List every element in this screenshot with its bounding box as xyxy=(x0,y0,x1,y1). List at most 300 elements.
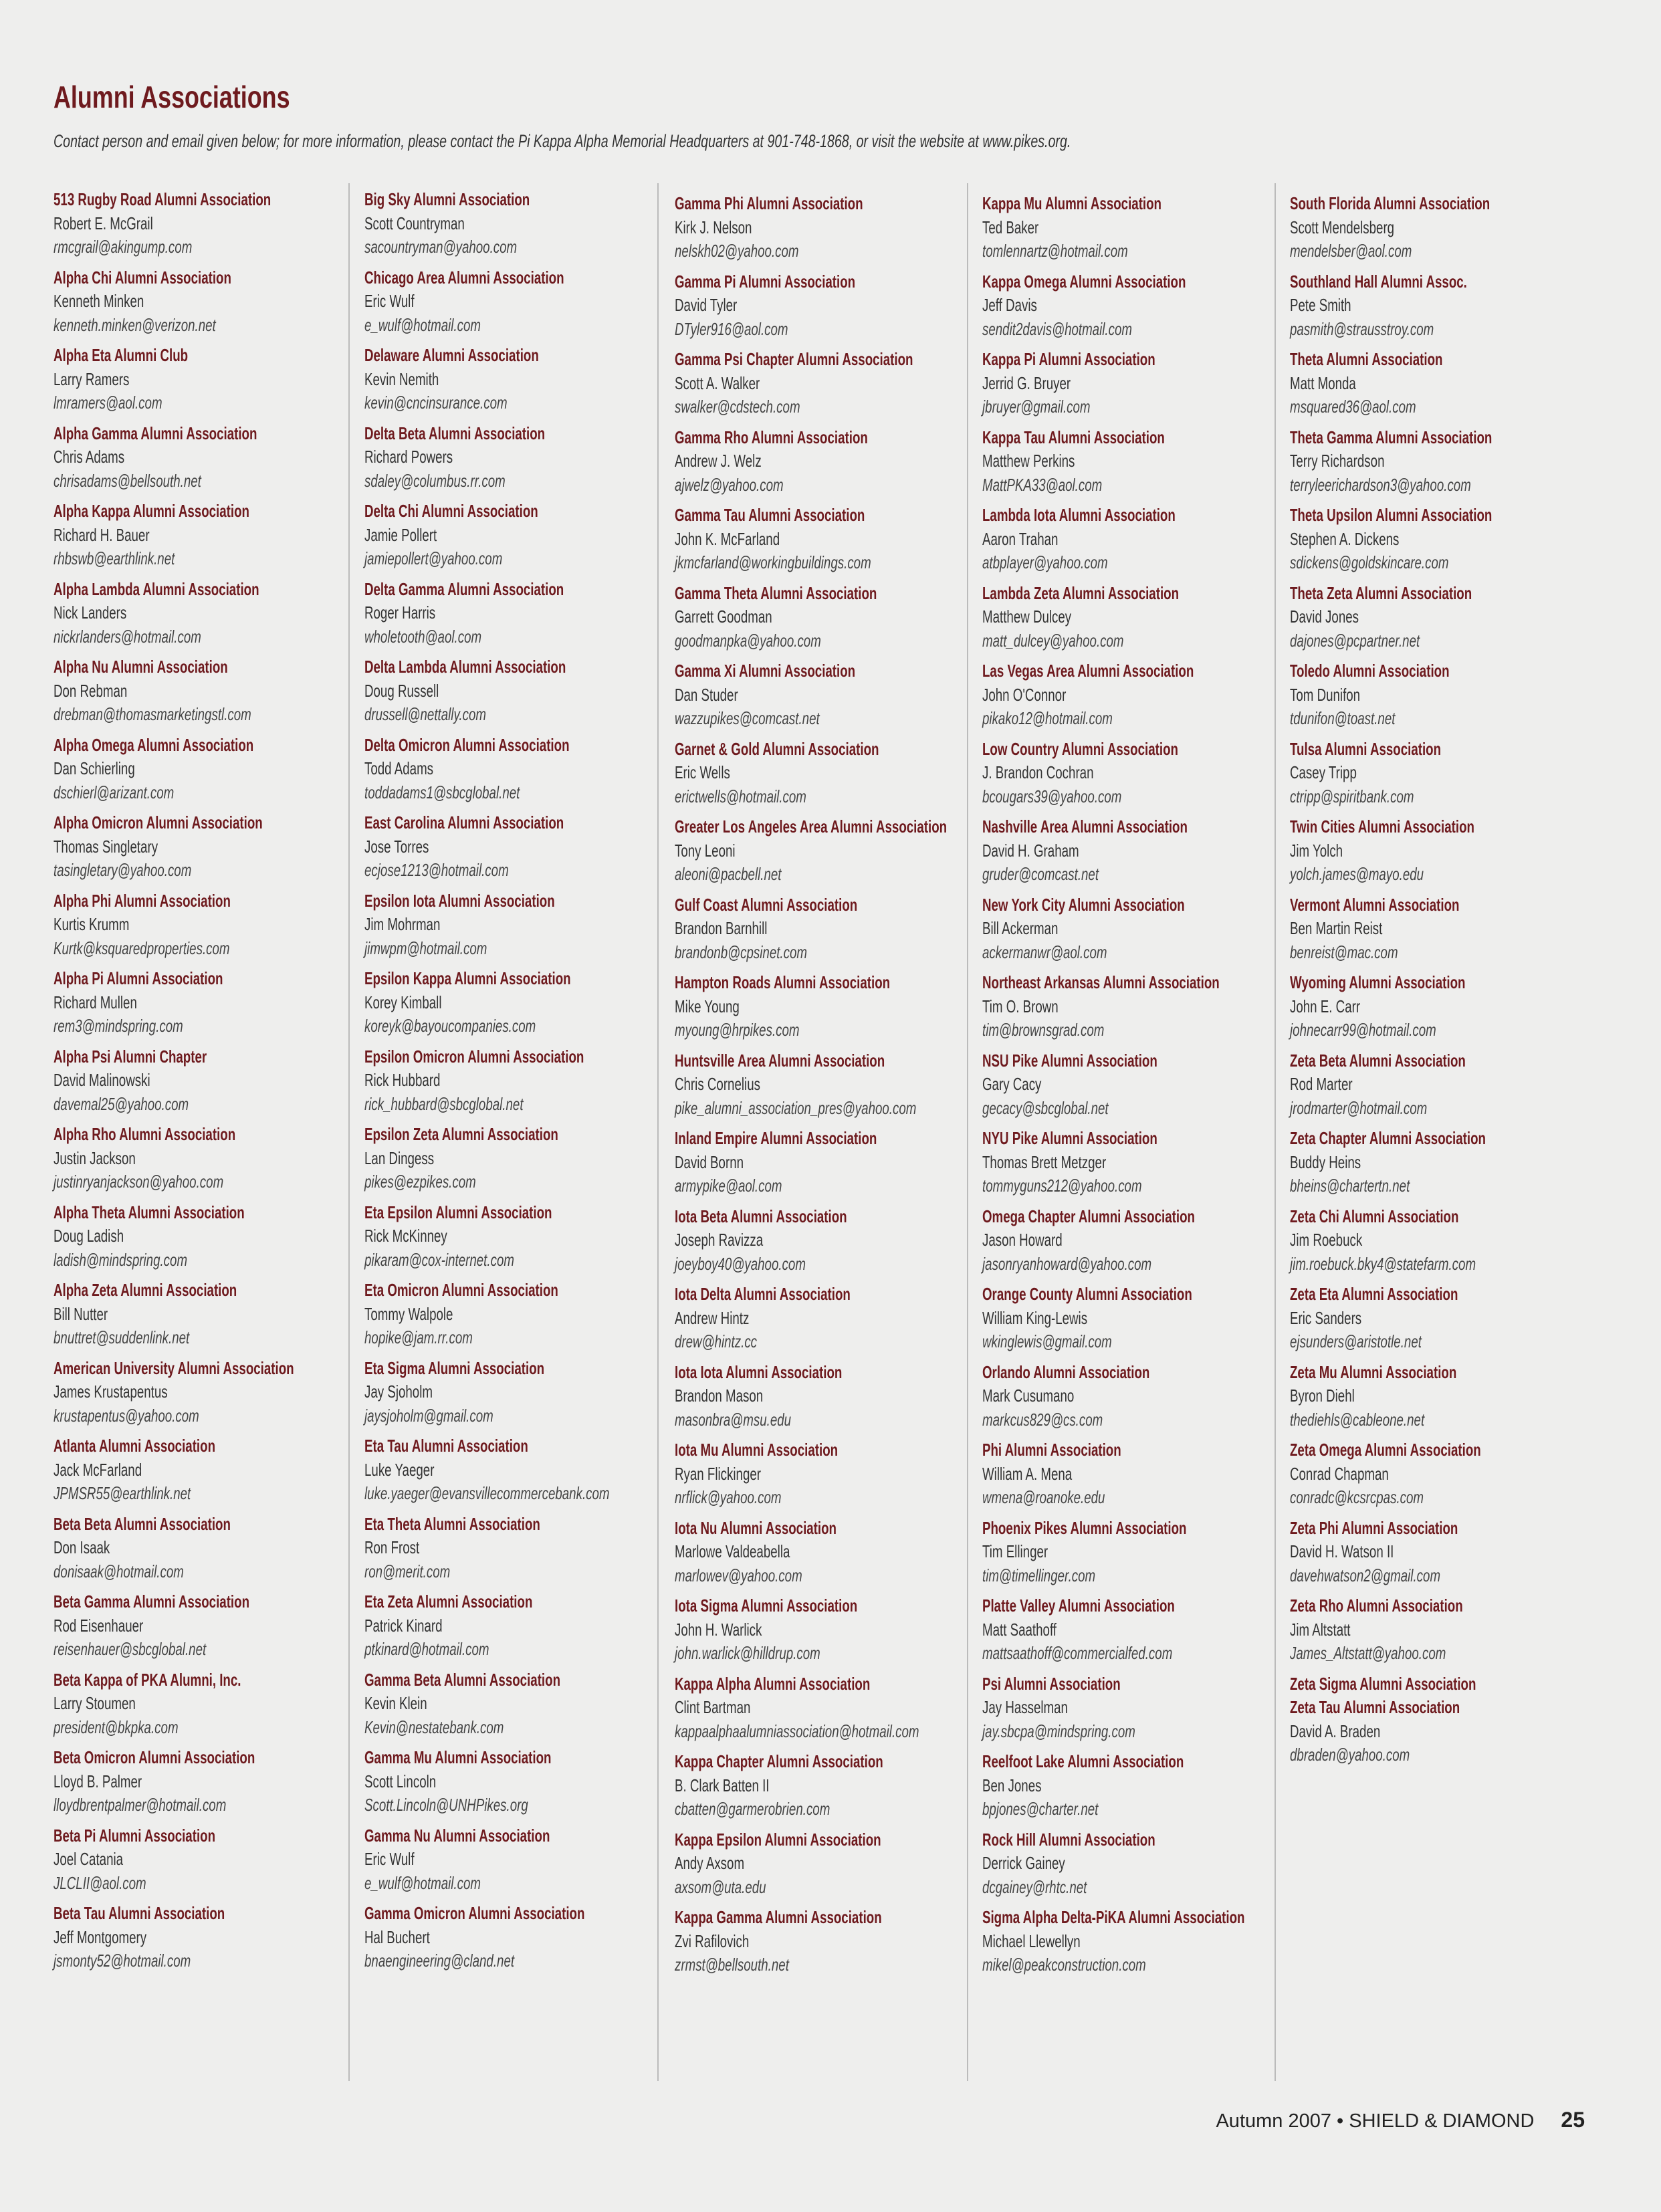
association-entry xyxy=(675,192,973,263)
association-name: Alpha Lambda Alumni Association xyxy=(53,578,259,599)
contact-email[interactable]: davemal25@yahoo.com xyxy=(53,1093,189,1114)
directory-column xyxy=(1290,192,1588,1774)
contact-name: Joseph Ravizza xyxy=(675,1230,764,1250)
association-name: East Carolina Alumni Association xyxy=(364,812,564,833)
association-entry xyxy=(675,1594,973,1666)
association-name: Vermont Alumni Association xyxy=(1290,894,1460,915)
contact-name: Kurtis Krumm xyxy=(53,914,130,934)
association-entry xyxy=(53,811,352,883)
contact-name: Jim Altstatt xyxy=(1290,1619,1351,1640)
contact-name: Pete Smith xyxy=(1290,295,1351,315)
contact-email[interactable]: jkmcfarland@workingbuildings.com xyxy=(675,552,871,572)
contact-email[interactable]: lloydbrentpalmer@hotmail.com xyxy=(53,1795,227,1815)
association-name: Eta Sigma Alumni Association xyxy=(364,1357,545,1378)
contact-name: Casey Tripp xyxy=(1290,762,1357,782)
association-name: Phi Alumni Association xyxy=(982,1440,1121,1460)
contact-name: Ben Martin Reist xyxy=(1290,918,1383,938)
association-name: Zeta Rho Alumni Association xyxy=(1290,1595,1463,1616)
contact-email[interactable]: ctripp@spiritbank.com xyxy=(1290,786,1414,806)
association-entry xyxy=(364,1513,663,1584)
contact-name: Conrad Chapman xyxy=(1290,1463,1389,1484)
contact-email[interactable]: sendit2davis@hotmail.com xyxy=(982,318,1132,339)
association-name: Garnet & Gold Alumni Association xyxy=(675,738,879,759)
contact-name: Jim Mohrman xyxy=(364,914,441,934)
contact-email[interactable]: rhbswb@earthlink.net xyxy=(53,548,175,568)
contact-email[interactable]: nelskh02@yahoo.com xyxy=(675,241,799,261)
association-entry xyxy=(1290,504,1588,575)
contact-email[interactable]: rem3@mindspring.com xyxy=(53,1016,183,1036)
association-name: Alpha Pi Alumni Association xyxy=(53,968,223,988)
association-entry xyxy=(982,1127,1281,1198)
association-entry xyxy=(364,1279,663,1350)
contact-email[interactable]: wmena@roanoke.edu xyxy=(982,1487,1105,1507)
association-name: Nashville Area Alumni Association xyxy=(982,816,1188,837)
association-name: Sigma Alpha Delta-PiKA Alumni Association xyxy=(982,1907,1245,1927)
contact-name: William King-Lewis xyxy=(982,1307,1088,1328)
contact-name: Don Rebman xyxy=(53,680,128,701)
association-name: Gamma Pi Alumni Association xyxy=(675,271,856,292)
association-name: Huntsville Area Alumni Association xyxy=(675,1050,885,1071)
contact-name: Kirk J. Nelson xyxy=(675,217,752,237)
contact-name: David H. Watson II xyxy=(1290,1541,1394,1561)
contact-email[interactable]: tim@brownsgrad.com xyxy=(982,1020,1105,1040)
association-name: Kappa Alpha Alumni Association xyxy=(675,1673,871,1694)
association-entry xyxy=(364,967,663,1038)
association-name: Phoenix Pikes Alumni Association xyxy=(982,1517,1187,1538)
contact-email[interactable]: atbplayer@yahoo.com xyxy=(982,552,1108,572)
contact-email[interactable]: jimwpm@hotmail.com xyxy=(364,937,487,958)
contact-name: Jerrid G. Bruyer xyxy=(982,372,1071,393)
contact-email[interactable]: terryleerichardson3@yahoo.com xyxy=(1290,474,1471,495)
association-name: Gamma Mu Alumni Association xyxy=(364,1747,552,1767)
contact-email[interactable]: mattsaathoff@commercialfed.com xyxy=(982,1643,1173,1663)
contact-name: Jay Sjoholm xyxy=(364,1381,433,1402)
contact-email[interactable]: jbruyer@gmail.com xyxy=(982,397,1091,417)
contact-name: Doug Ladish xyxy=(53,1226,124,1246)
contact-email[interactable]: jay.sbcpa@mindspring.com xyxy=(982,1721,1135,1741)
association-entry xyxy=(53,1434,352,1506)
column-divider xyxy=(1275,183,1276,2081)
association-name: Gamma Omicron Alumni Association xyxy=(364,1903,585,1923)
association-name: Gamma Nu Alumni Association xyxy=(364,1825,550,1846)
association-name: Southland Hall Alumni Assoc. xyxy=(1290,271,1467,292)
contact-name: Rod Eisenhauer xyxy=(53,1615,144,1636)
association-entry xyxy=(675,659,973,731)
contact-email[interactable]: wkinglewis@gmail.com xyxy=(982,1331,1112,1351)
association-entry xyxy=(675,1828,973,1900)
contact-email[interactable]: JLCLII@aol.com xyxy=(53,1872,146,1893)
contact-name: Jim Yolch xyxy=(1290,840,1343,861)
association-name: Iota Iota Alumni Association xyxy=(675,1361,843,1382)
association-entry xyxy=(364,1045,663,1117)
association-entry xyxy=(675,1517,973,1588)
contact-email[interactable]: joeyboy40@yahoo.com xyxy=(675,1253,806,1274)
association-name: Alpha Theta Alumni Association xyxy=(53,1202,245,1222)
contact-email[interactable]: masonbra@msu.edu xyxy=(675,1409,792,1430)
association-name: Eta Epsilon Alumni Association xyxy=(364,1202,552,1222)
contact-email[interactable]: Kevin@nestatebank.com xyxy=(364,1717,504,1737)
contact-name: Lan Dingess xyxy=(364,1147,435,1168)
association-entry xyxy=(982,1438,1281,1510)
association-name: Atlanta Alumni Association xyxy=(53,1436,215,1456)
contact-name: Derrick Gainey xyxy=(982,1853,1065,1873)
association-entry xyxy=(53,344,352,415)
contact-name: Ron Frost xyxy=(364,1537,420,1557)
association-name: Inland Empire Alumni Association xyxy=(675,1128,877,1148)
contact-name: Joel Catania xyxy=(53,1849,124,1869)
contact-email[interactable]: lmramers@aol.com xyxy=(53,393,162,413)
association-entry xyxy=(364,1434,663,1506)
contact-email[interactable]: donisaak@hotmail.com xyxy=(53,1561,184,1581)
association-entry xyxy=(1290,426,1588,497)
association-name: Beta Kappa of PKA Alumni, Inc. xyxy=(53,1669,241,1690)
contact-email[interactable]: armypike@aol.com xyxy=(675,1176,782,1196)
contact-email[interactable]: JPMSR55@earthlink.net xyxy=(53,1483,191,1503)
contact-email[interactable]: pikako12@hotmail.com xyxy=(982,708,1113,728)
association-name: Kappa Gamma Alumni Association xyxy=(675,1907,882,1927)
association-name: Kappa Pi Alumni Association xyxy=(982,349,1155,369)
association-entry xyxy=(1290,192,1588,263)
contact-name: William A. Mena xyxy=(982,1463,1073,1484)
contact-email[interactable]: koreyk@bayoucompanies.com xyxy=(364,1016,536,1036)
contact-name: Hal Buchert xyxy=(364,1926,430,1947)
contact-name: Andy Axsom xyxy=(675,1853,745,1873)
contact-name: Dan Schierling xyxy=(53,758,135,778)
association-name: Kappa Chapter Alumni Association xyxy=(675,1751,883,1771)
association-entry xyxy=(1290,1696,1588,1767)
contact-email[interactable]: davehwatson2@gmail.com xyxy=(1290,1565,1441,1585)
contact-name: Bill Nutter xyxy=(53,1303,108,1324)
contact-email[interactable]: marlowev@yahoo.com xyxy=(675,1565,802,1585)
contact-name: Thomas Brett Metzger xyxy=(982,1151,1107,1172)
contact-name: Bill Ackerman xyxy=(982,918,1059,938)
association-name: Epsilon Zeta Alumni Association xyxy=(364,1124,558,1144)
association-entry xyxy=(1290,738,1588,809)
association-entry xyxy=(982,1828,1281,1900)
contact-name: David Malinowski xyxy=(53,1070,150,1090)
contact-email[interactable]: jim.roebuck.bky4@statefarm.com xyxy=(1290,1253,1476,1274)
association-entry xyxy=(982,426,1281,497)
contact-email[interactable]: drebman@thomasmarketingstl.com xyxy=(53,704,251,724)
contact-name: Rick Hubbard xyxy=(364,1070,441,1090)
contact-email[interactable]: thediehls@cableone.net xyxy=(1290,1409,1425,1430)
association-entry xyxy=(982,971,1281,1042)
contact-email[interactable]: luke.yaeger@evansvillecommercebank.com xyxy=(364,1483,610,1503)
contact-email[interactable]: nickrlanders@hotmail.com xyxy=(53,626,201,647)
association-name: Gamma Theta Alumni Association xyxy=(675,582,877,603)
contact-email[interactable]: markcus829@cs.com xyxy=(982,1409,1103,1430)
association-entry xyxy=(53,1824,352,1896)
association-entry xyxy=(1290,815,1588,887)
contact-name: Tom Dunifon xyxy=(1290,684,1361,705)
contact-email[interactable]: pikes@ezpikes.com xyxy=(364,1172,476,1192)
contact-email[interactable]: dajones@pcpartner.net xyxy=(1290,630,1420,651)
contact-email[interactable]: bnaengineering@cland.net xyxy=(364,1951,515,1971)
contact-name: Rod Marter xyxy=(1290,1074,1353,1094)
contact-name: Mark Cusumano xyxy=(982,1386,1075,1406)
contact-email[interactable]: bcougars39@yahoo.com xyxy=(982,786,1122,806)
directory-column xyxy=(53,188,352,1980)
contact-email[interactable]: benreist@mac.com xyxy=(1290,942,1398,962)
contact-email[interactable]: ecjose1213@hotmail.com xyxy=(364,860,509,880)
association-name: Twin Cities Alumni Association xyxy=(1290,816,1474,837)
association-entry xyxy=(1290,893,1588,965)
contact-name: Eric Wells xyxy=(675,762,730,782)
contact-email[interactable]: rick_hubbard@sbcglobal.net xyxy=(364,1093,524,1114)
contact-name: Brandon Mason xyxy=(675,1386,764,1406)
contact-name: Eric Wulf xyxy=(364,1849,415,1869)
contact-email[interactable]: nrflick@yahoo.com xyxy=(675,1487,782,1507)
association-entry xyxy=(1290,1127,1588,1198)
association-name: Alpha Nu Alumni Association xyxy=(53,657,228,677)
contact-name: Ben Jones xyxy=(982,1775,1042,1795)
association-name: Zeta Phi Alumni Association xyxy=(1290,1517,1458,1538)
contact-email[interactable]: swalker@cdstech.com xyxy=(675,397,800,417)
contact-email[interactable]: sacountryman@yahoo.com xyxy=(364,237,518,257)
contact-name: David Jones xyxy=(1290,606,1359,627)
association-name: Kappa Epsilon Alumni Association xyxy=(675,1829,881,1850)
contact-email[interactable]: ejsunders@aristotle.net xyxy=(1290,1331,1422,1351)
association-entry xyxy=(982,815,1281,887)
contact-email[interactable]: krustapentus@yahoo.com xyxy=(53,1405,199,1426)
association-name: Northeast Arkansas Alumni Association xyxy=(982,972,1220,992)
contact-email[interactable]: wazzupikes@comcast.net xyxy=(675,708,820,728)
association-entry xyxy=(982,1906,1281,1977)
contact-email[interactable]: jamiepollert@yahoo.com xyxy=(364,548,503,568)
association-name: Kappa Tau Alumni Association xyxy=(982,427,1165,447)
association-entry xyxy=(675,1361,973,1432)
contact-email[interactable]: drew@hintz.cc xyxy=(675,1331,758,1351)
association-name: Alpha Phi Alumni Association xyxy=(53,890,231,911)
association-name: NSU Pike Alumni Association xyxy=(982,1050,1157,1071)
contact-email[interactable]: bheins@chartertn.net xyxy=(1290,1176,1410,1196)
contact-name: Gary Cacy xyxy=(982,1074,1042,1094)
association-name: Gamma Phi Alumni Association xyxy=(675,193,863,213)
association-entry xyxy=(53,1668,352,1740)
column-divider xyxy=(657,183,659,2081)
contact-name: John O'Connor xyxy=(982,684,1067,705)
contact-email[interactable]: hopike@jam.rr.com xyxy=(364,1327,473,1347)
contact-email[interactable]: conradc@kcsrcpas.com xyxy=(1290,1487,1424,1507)
contact-name: Terry Richardson xyxy=(1290,451,1385,471)
directory-column xyxy=(982,192,1281,1984)
association-name: Gamma Beta Alumni Association xyxy=(364,1669,561,1690)
contact-email[interactable]: chrisadams@bellsouth.net xyxy=(53,470,201,491)
contact-email[interactable]: cbatten@garmerobrien.com xyxy=(675,1799,830,1819)
contact-name: Scott Countryman xyxy=(364,213,465,233)
contact-name: Eric Sanders xyxy=(1290,1307,1362,1328)
contact-email[interactable]: tim@timellinger.com xyxy=(982,1565,1096,1585)
contact-name: Korey Kimball xyxy=(364,992,442,1012)
contact-email[interactable]: Scott.Lincoln@UNHPikes.org xyxy=(364,1795,528,1815)
association-name: Zeta Chapter Alumni Association xyxy=(1290,1128,1486,1148)
association-entry xyxy=(53,734,352,805)
contact-email[interactable]: justinryanjackson@yahoo.com xyxy=(53,1172,224,1192)
contact-email[interactable]: e_wulf@hotmail.com xyxy=(364,314,481,335)
association-entry xyxy=(982,504,1281,575)
contact-name: Matthew Dulcey xyxy=(982,606,1072,627)
contact-email[interactable]: president@bkpka.com xyxy=(53,1717,179,1737)
association-name: Big Sky Alumni Association xyxy=(364,189,530,209)
association-entry xyxy=(364,266,663,338)
association-name: Tulsa Alumni Association xyxy=(1290,738,1442,759)
contact-email[interactable]: ajwelz@yahoo.com xyxy=(675,474,784,495)
association-name: Reelfoot Lake Alumni Association xyxy=(982,1751,1184,1771)
contact-email[interactable]: yolch.james@mayo.edu xyxy=(1290,864,1424,884)
association-entry xyxy=(53,500,352,571)
contact-name: Byron Diehl xyxy=(1290,1386,1355,1406)
contact-name: Jeff Montgomery xyxy=(53,1926,147,1947)
contact-name: John K. McFarland xyxy=(675,528,780,549)
contact-email[interactable]: jrodmarter@hotmail.com xyxy=(1290,1097,1428,1118)
association-name: Eta Zeta Alumni Association xyxy=(364,1591,533,1612)
contact-email[interactable]: tdunifon@toast.net xyxy=(1290,708,1396,728)
association-entry xyxy=(675,1127,973,1198)
association-name: Omega Chapter Alumni Association xyxy=(982,1206,1195,1226)
association-entry xyxy=(675,1906,973,1977)
contact-email[interactable]: axsom@uta.edu xyxy=(675,1876,766,1897)
directory-column xyxy=(364,188,663,1980)
contact-email[interactable]: drussell@nettally.com xyxy=(364,704,487,724)
contact-name: Larry Stoumen xyxy=(53,1693,136,1713)
association-entry xyxy=(675,1750,973,1821)
contact-email[interactable]: john.warlick@hilldrup.com xyxy=(675,1643,820,1663)
contact-name: David Bornn xyxy=(675,1151,744,1172)
contact-email[interactable]: ron@merit.com xyxy=(364,1561,451,1581)
contact-email[interactable]: tomlennartz@hotmail.com xyxy=(982,241,1128,261)
contact-email[interactable]: matt_dulcey@yahoo.com xyxy=(982,630,1124,651)
association-entry xyxy=(982,659,1281,731)
contact-name: Michael Llewellyn xyxy=(982,1930,1081,1951)
association-name: Gamma Psi Chapter Alumni Association xyxy=(675,349,913,369)
association-entry xyxy=(53,1201,352,1273)
association-name: Eta Omicron Alumni Association xyxy=(364,1280,558,1300)
association-name: Psi Alumni Association xyxy=(982,1673,1121,1694)
association-name: 513 Rugby Road Alumni Association xyxy=(53,189,271,209)
association-entry xyxy=(1290,348,1588,419)
contact-email[interactable]: sdickens@goldskincare.com xyxy=(1290,552,1449,572)
contact-email[interactable]: jaysjoholm@gmail.com xyxy=(364,1405,493,1426)
contact-email[interactable]: pike_alumni_association_pres@yahoo.com xyxy=(675,1097,917,1118)
contact-email[interactable]: wholetooth@aol.com xyxy=(364,626,482,647)
contact-name: Brandon Barnhill xyxy=(675,918,768,938)
contact-name: John H. Warlick xyxy=(675,1619,762,1640)
contact-email[interactable]: erictwells@hotmail.com xyxy=(675,786,806,806)
association-name: Epsilon Omicron Alumni Association xyxy=(364,1046,584,1067)
contact-email[interactable]: mikel@peakconstruction.com xyxy=(982,1955,1146,1975)
contact-email[interactable]: bnuttret@suddenlink.net xyxy=(53,1327,190,1347)
contact-email[interactable]: brandonb@cpsinet.com xyxy=(675,942,807,962)
association-name: Eta Tau Alumni Association xyxy=(364,1436,528,1456)
association-name: Iota Nu Alumni Association xyxy=(675,1517,837,1538)
association-entry xyxy=(675,1672,973,1744)
contact-email[interactable]: pikaram@cox-internet.com xyxy=(364,1249,514,1270)
directory-column xyxy=(675,192,973,1984)
contact-email[interactable]: jsmonty52@hotmail.com xyxy=(53,1951,191,1971)
contact-email[interactable]: kappaalphaalumniassociation@hotmail.com xyxy=(675,1721,919,1741)
contact-email[interactable]: jasonryanhoward@yahoo.com xyxy=(982,1253,1152,1274)
issue-label: Autumn 2007 • SHIELD & DIAMOND xyxy=(1216,2110,1535,2132)
association-entry xyxy=(1290,1438,1588,1510)
contact-email[interactable]: aleoni@pacbell.net xyxy=(675,864,782,884)
contact-email[interactable]: johnecarr99@hotmail.com xyxy=(1290,1020,1436,1040)
contact-email[interactable]: gecacy@sbcglobal.net xyxy=(982,1097,1109,1118)
association-entry xyxy=(1290,270,1588,342)
contact-name: Richard Powers xyxy=(364,447,453,467)
association-name: Theta Gamma Alumni Association xyxy=(1290,427,1492,447)
contact-email[interactable]: reisenhauer@sbcglobal.net xyxy=(53,1639,207,1659)
page-title: Alumni Associations xyxy=(53,80,290,114)
association-entry xyxy=(982,1594,1281,1666)
association-name: Alpha Gamma Alumni Association xyxy=(53,423,257,443)
contact-email[interactable]: dcgainey@rhtc.net xyxy=(982,1876,1087,1897)
contact-email[interactable]: myoung@hrpikes.com xyxy=(675,1020,800,1040)
association-entry xyxy=(1290,659,1588,731)
association-name: Toledo Alumni Association xyxy=(1290,661,1450,681)
contact-email[interactable]: sdaley@columbus.rr.com xyxy=(364,470,506,491)
contact-email[interactable]: kevin@cncinsurance.com xyxy=(364,393,508,413)
association-entry xyxy=(982,192,1281,263)
contact-name: Chris Cornelius xyxy=(675,1074,760,1094)
association-entry xyxy=(982,1049,1281,1121)
contact-email[interactable]: msquared36@aol.com xyxy=(1290,397,1416,417)
contact-email[interactable]: DTyler916@aol.com xyxy=(675,318,788,339)
contact-email[interactable]: Kurtk@ksquaredproperties.com xyxy=(53,937,230,958)
contact-email[interactable]: zrmst@bellsouth.net xyxy=(675,1955,789,1975)
contact-email[interactable]: toddadams1@sbcglobal.net xyxy=(364,782,520,802)
contact-name: David Tyler xyxy=(675,295,738,315)
contact-email[interactable]: rmcgrail@akingump.com xyxy=(53,237,193,257)
contact-name: Kevin Nemith xyxy=(364,368,439,389)
association-name: Platte Valley Alumni Association xyxy=(982,1595,1175,1616)
association-name: Zeta Eta Alumni Association xyxy=(1290,1284,1458,1304)
association-name: Low Country Alumni Association xyxy=(982,738,1178,759)
association-entry xyxy=(364,1902,663,1973)
contact-name: John E. Carr xyxy=(1290,996,1361,1016)
association-entry xyxy=(364,578,663,649)
contact-email[interactable]: ptkinard@hotmail.com xyxy=(364,1639,489,1659)
contact-name: Jason Howard xyxy=(982,1230,1063,1250)
page-subtitle: Contact person and email given below; for more information, please contact the Pi Kappa Alpha Memorial Headquarters at 901-748-1868, or visit the website at www.pikes.org. xyxy=(53,131,1071,151)
association-entry xyxy=(53,578,352,649)
contact-email[interactable]: ladish@mindspring.com xyxy=(53,1249,188,1270)
contact-email[interactable]: kenneth.minken@verizon.net xyxy=(53,314,216,335)
association-entry xyxy=(53,188,352,259)
contact-email[interactable]: ackermanwr@aol.com xyxy=(982,942,1107,962)
contact-email[interactable]: tasingletary@yahoo.com xyxy=(53,860,192,880)
association-name: Iota Beta Alumni Association xyxy=(675,1206,847,1226)
contact-email[interactable]: mendelsber@aol.com xyxy=(1290,241,1412,261)
association-name: Gamma Xi Alumni Association xyxy=(675,661,856,681)
contact-email[interactable]: gruder@comcast.net xyxy=(982,864,1099,884)
contact-email[interactable]: pasmith@strausstroy.com xyxy=(1290,318,1434,339)
association-entry xyxy=(1290,1672,1588,1696)
association-name: Wyoming Alumni Association xyxy=(1290,972,1466,992)
contact-email[interactable]: e_wulf@hotmail.com xyxy=(364,1872,481,1893)
contact-email[interactable]: tommyguns212@yahoo.com xyxy=(982,1176,1142,1196)
contact-email[interactable]: dschierl@arizant.com xyxy=(53,782,175,802)
contact-email[interactable]: goodmanpka@yahoo.com xyxy=(675,630,821,651)
contact-email[interactable]: bpjones@charter.net xyxy=(982,1799,1099,1819)
contact-name: Jack McFarland xyxy=(53,1459,142,1480)
association-name: Delta Chi Alumni Association xyxy=(364,501,538,521)
contact-email[interactable]: James_Altstatt@yahoo.com xyxy=(1290,1643,1446,1663)
association-entry xyxy=(53,967,352,1038)
contact-name: Matt Saathoff xyxy=(982,1619,1057,1640)
contact-email[interactable]: dbraden@yahoo.com xyxy=(1290,1745,1410,1765)
contact-email[interactable]: MattPKA33@aol.com xyxy=(982,474,1103,495)
association-entry xyxy=(1290,1517,1588,1588)
